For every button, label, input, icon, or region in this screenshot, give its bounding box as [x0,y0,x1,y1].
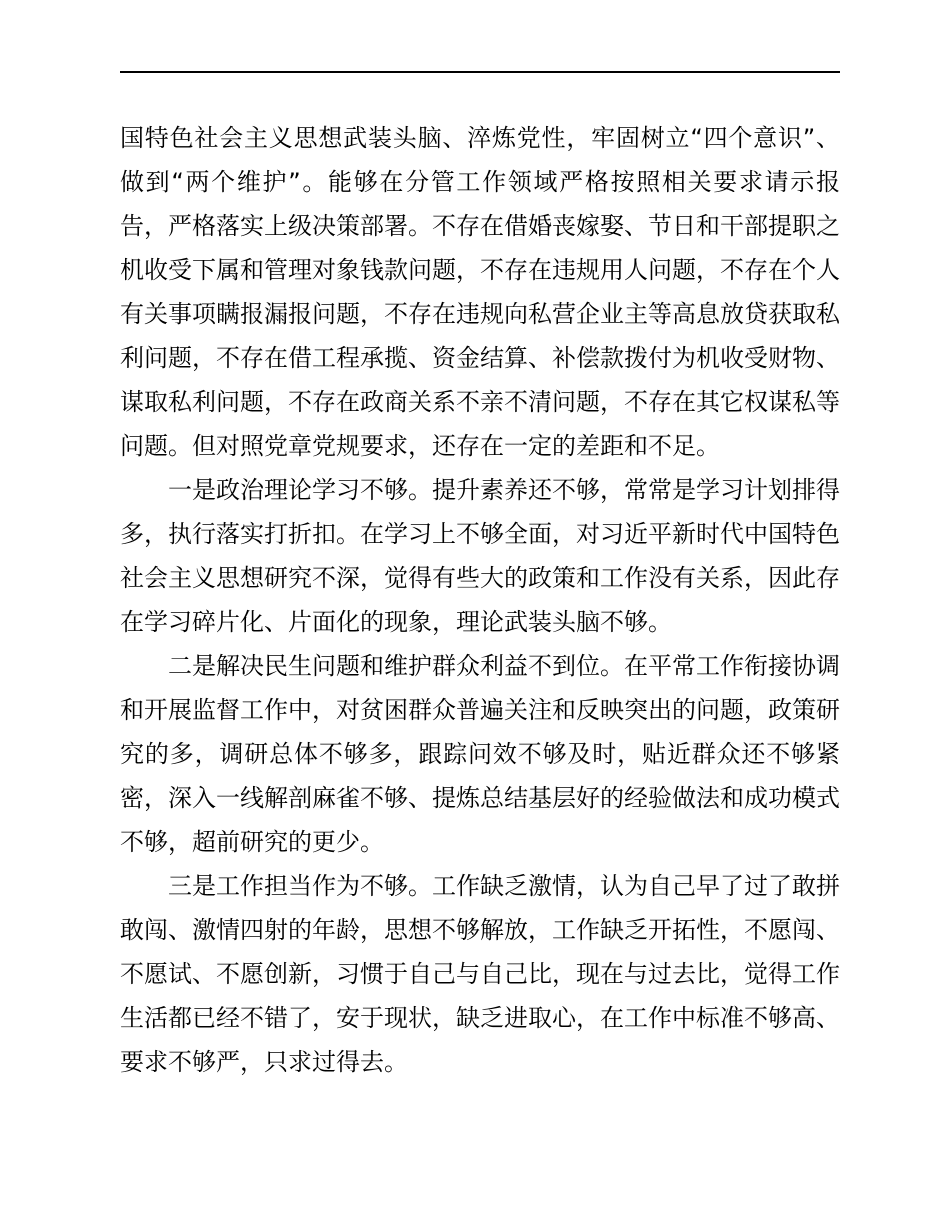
paragraph-livelihood: 二是解决民生问题和维护群众利益不到位。在平常工作衔接协调和开展监督工作中，对贫困群众普遍关注和反映突出的问题，政策研究的多，调研总体不够多，跟踪问效不够及时，贴近群众还不够紧密，深入一线解剖麻雀不够、提炼总结基层好的经验做法和成功模式不够，超前研究的更少。 [120,652,840,856]
paragraph-political-theory: 一是政治理论学习不够。提升素养还不够，常常是学习计划排得多，执行落实打折扣。在学习上不够全面，对习近平新时代中国特色社会主义思想研究不深，觉得有些大的政策和工作没有关系，因此存在学习碎片化、片面化的现象，理论武装头脑不够。 [120,476,840,636]
paragraph-intro: 国特色社会主义思想武装头脑、淬炼党性，牢固树立“四个意识”、做到“两个维护”。能够在分管工作领域严格按照相关要求请示报告，严格落实上级决策部署。不存在借婚丧嫁娶、节日和干部提职之机收受下属和管理对象钱款问题，不存在违规用人问题，不存在个人有关事项瞒报漏报问题，不存在违规向私营企业主等高息放贷获取私利问题，不存在借工程承揽、资金结算、补偿款拨付为机收受财物、谋取私利问题，不存在政商关系不亲不清问题，不存在其它权谋私等问题。但对照党章党规要求，还存在一定的差距和不足。 [120,124,840,460]
header-rule [120,71,840,73]
paragraph-responsibility: 三是工作担当作为不够。工作缺乏激情，认为自己早了过了敢拼敢闯、激情四射的年龄，思想不够解放，工作缺乏开拓性，不愿闯、不愿试、不愿创新，习惯于自己与自己比，现在与过去比，觉得工作生活都已经不错了，安于现状，缺乏进取心，在工作中标准不够高、要求不够严，只求过得去。 [120,872,840,1076]
document-body [120,116,840,1084]
